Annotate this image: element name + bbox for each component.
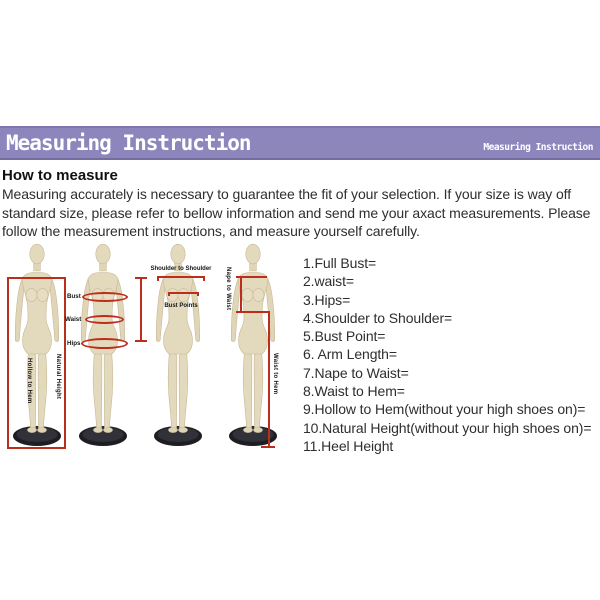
hips-measure-line: [81, 338, 128, 349]
bust-points-measure-line: [168, 292, 198, 294]
list-item: 9.Hollow to Hem(without your high shoes on)=: [303, 401, 586, 418]
list-item: 1.Full Bust=: [303, 255, 377, 271]
waist-measure-line: [85, 315, 124, 324]
page-title: Measuring Instruction: [6, 131, 251, 155]
waist-label: Waist: [65, 316, 82, 323]
shoulder-left-tick: [157, 276, 159, 281]
natural-height-label: Natural Height: [55, 354, 62, 400]
list-item: 11.Heel Height: [303, 437, 394, 454]
list-item: 10.Natural Height(without your high shoes on)=: [303, 419, 592, 436]
list-item: 5.Bust Point=: [303, 328, 386, 345]
header-bar: [0, 126, 600, 160]
arm-length-top-tick: [135, 277, 147, 279]
nape-to-waist-measure-line: [240, 276, 242, 313]
arm-length-measure-line: [140, 277, 142, 341]
arm-length-bottom-tick: [135, 340, 147, 342]
shoulder-to-shoulder-label: Shoulder to Shoulder: [150, 265, 212, 272]
hips-label: Hips: [67, 340, 81, 347]
waist-to-hem-measure-line: [268, 311, 270, 448]
bust-label: Bust: [67, 293, 81, 300]
section-heading: How to measure: [2, 167, 118, 184]
list-item: 7.Nape to Waist=: [303, 364, 409, 381]
waist-tick: [236, 311, 268, 313]
bust-points-right-tick: [197, 292, 199, 296]
list-item: 4.Shoulder to Shoulder=: [303, 309, 453, 326]
list-item: 6. Arm Length=: [303, 346, 397, 363]
shoulder-measure-line: [157, 276, 204, 278]
mannequin-figure-shoulder: [146, 243, 210, 450]
list-item: 2.waist=: [303, 273, 354, 290]
bust-points-label: Bust Points: [164, 302, 198, 309]
page-title-right: Measuring Instruction: [483, 142, 593, 153]
bust-measure-line: [82, 292, 128, 302]
measurement-list: [303, 254, 595, 455]
list-item: 3.Hips=: [303, 291, 351, 308]
list-item: 8.Waist to Hem=: [303, 383, 405, 400]
shoulder-right-tick: [203, 276, 205, 281]
measurement-figures: [0, 240, 310, 468]
intro-paragraph: Measuring accurately is necessary to guarantee the fit of your selection. If your size is way off standard size, please refer to bellow information and send me your axact measurements. Please follow the measurement instructions, and measure yourself carefully.: [2, 186, 591, 240]
hem-tick: [261, 446, 275, 448]
waist-to-hem-label: Waist to Hem: [272, 353, 279, 395]
nape-to-waist-label: Nape to Waist: [225, 267, 232, 311]
hollow-to-hem-label: Hollow to Hem: [26, 358, 33, 404]
bust-points-left-tick: [168, 292, 170, 296]
